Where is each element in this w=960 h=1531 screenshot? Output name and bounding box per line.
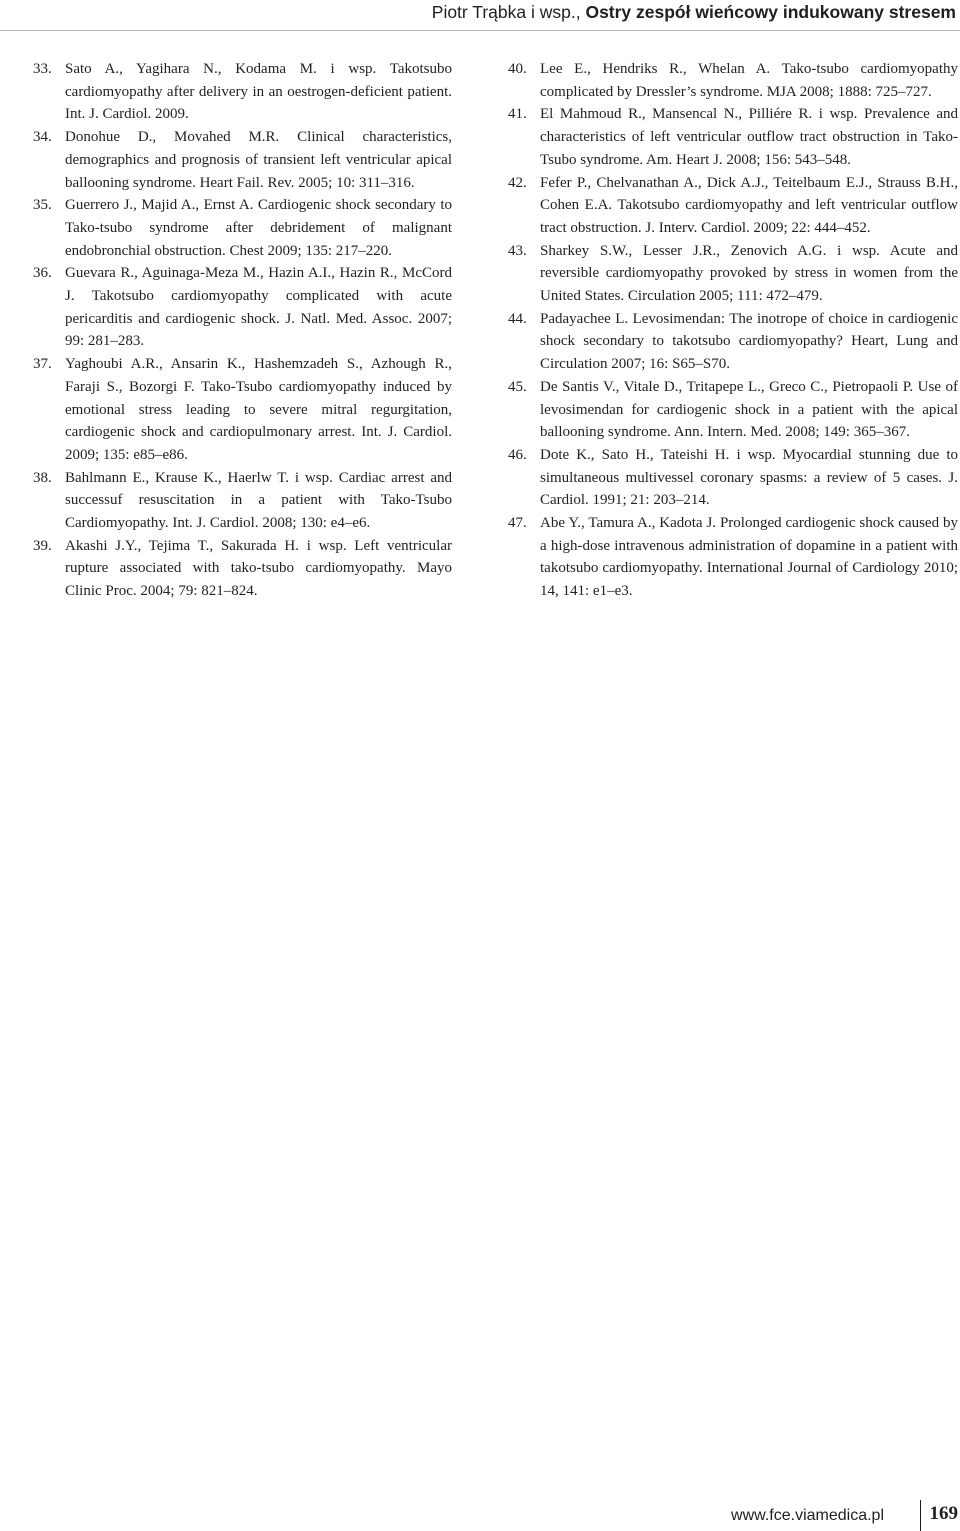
reference-item	[508, 376, 958, 444]
reference-text: Akashi J.Y., Tejima T., Sakurada H. i wsp. Left ventricular rupture associated with tako-tsubo cardiomyopathy. Mayo Clinic Proc. 2004; 79: 821–824.	[65, 537, 452, 600]
reference-item	[33, 467, 452, 535]
reference-text: Padayachee L. Levosimendan: The inotrope of choice in cardiogenic shock secondary to takotsubo cardiomyopathy? Heart, Lung and Circulation 2007; 16: S65–S70.	[540, 310, 958, 373]
reference-number: 41.	[508, 106, 527, 123]
reference-number: 34.	[33, 129, 52, 146]
reference-number: 42.	[508, 174, 527, 191]
reference-item	[33, 126, 452, 194]
reference-text: Sato A., Yagihara N., Kodama M. i wsp. Takotsubo cardiomyopathy after delivery in an oestrogen-deficient patient. Int. J. Cardiol. 2009.	[65, 61, 452, 123]
reference-text: Donohue D., Movahed M.R. Clinical characteristics, demographics and prognosis of transient left ventricular apical ballooning syndrome. Heart Fail. Rev. 2005; 10: 311–316.	[65, 129, 452, 191]
reference-number: 47.	[508, 515, 527, 532]
reference-text: Abe Y., Tamura A., Kadota J. Prolonged cardiogenic shock caused by a high-dose intravenous administration of dopamine in a patient with takotsubo cardiomyopathy. International Journal of Cardiology 2010; 14, 141: e1–e3.	[540, 515, 958, 600]
reference-number: 43.	[508, 242, 527, 259]
reference-number: 37.	[33, 356, 52, 373]
reference-item	[33, 262, 452, 353]
reference-item	[508, 172, 958, 240]
header-authors: Piotr Trąbka i wsp.,	[431, 2, 581, 22]
reference-text: De Santis V., Vitale D., Tritapepe L., Greco C., Pietropaoli P. Use of levosimendan for cardiogenic shock in a patient with the apical ballooning syndrome. Ann. Intern. Med. 2008; 149: 365–367.	[540, 378, 958, 441]
page-footer	[0, 1500, 960, 1531]
references-right-column	[508, 58, 958, 603]
reference-number: 36.	[33, 265, 52, 282]
footer-url: www.fce.viamedica.pl	[731, 1507, 884, 1524]
reference-item	[508, 308, 958, 376]
reference-text: Bahlmann E., Krause K., Haerlw T. i wsp. Cardiac arrest and successuf resuscitation in a patient with Tako-Tsubo Cardiomyopathy. Int. J. Cardiol. 2008; 130: e4–e6.	[65, 469, 452, 532]
reference-text: Guerrero J., Majid A., Ernst A. Cardiogenic shock secondary to Tako-tsubo syndrome after debridement of malignant endobronchial obstruction. Chest 2009; 135: 217–220.	[65, 197, 452, 259]
reference-number: 45.	[508, 378, 527, 395]
reference-number: 35.	[33, 197, 52, 214]
page-number: 169	[929, 1503, 958, 1524]
reference-number: 44.	[508, 310, 527, 327]
reference-item	[33, 535, 452, 603]
running-header	[0, 0, 960, 31]
references-left-column	[33, 58, 452, 603]
reference-item	[508, 512, 958, 603]
reference-text: Guevara R., Aguinaga-Meza M., Hazin A.I., Hazin R., McCord J. Takotsubo cardiomyopathy complicated with acute pericarditis and cardiogenic shock. J. Natl. Med. Assoc. 2007; 99: 281–283.	[65, 265, 452, 350]
reference-number: 33.	[33, 61, 52, 77]
reference-text: Sharkey S.W., Lesser J.R., Zenovich A.G. i wsp. Acute and reversible cardiomyopathy provoked by stress in women from the United States. Circulation 2005; 111: 472–479.	[540, 242, 958, 305]
reference-item	[33, 58, 452, 126]
reference-number: 46.	[508, 446, 527, 463]
reference-item	[33, 353, 452, 467]
reference-item	[508, 240, 958, 308]
reference-number: 40.	[508, 61, 527, 77]
reference-item	[508, 444, 958, 512]
reference-text: Lee E., Hendriks R., Whelan A. Tako-tsubo cardiomyopathy complicated by Dressler’s syndrome. MJA 2008; 1888: 725–727.	[540, 61, 958, 100]
reference-text: Dote K., Sato H., Tateishi H. i wsp. Myocardial stunning due to simultaneous multivessel coronary spasms: a review of 5 cases. J. Cardiol. 1991; 21: 203–214.	[540, 446, 958, 509]
reference-item	[33, 194, 452, 262]
running-header-text	[432, 2, 956, 23]
reference-number: 38.	[33, 469, 52, 486]
reference-item	[508, 103, 958, 171]
reference-text: El Mahmoud R., Mansencal N., Pilliére R. i wsp. Prevalence and characteristics of left ventricular outflow tract obstruction in Tako-Tsubo syndrome. Am. Heart J. 2008; 156: 543–548.	[540, 106, 958, 168]
reference-text: Fefer P., Chelvanathan A., Dick A.J., Teitelbaum E.J., Strauss B.H., Cohen E.A. Takotsubo cardiomyopathy and left ventricular outflow tract obstruction. J. Interv. Cardiol. 2009; 22: 444–452.	[540, 174, 958, 236]
footer-divider	[920, 1500, 921, 1531]
header-title: Ostry zespół wieńcowy indukowany stresem	[585, 2, 956, 22]
reference-text: Yaghoubi A.R., Ansarin K., Hashemzadeh S., Azhough R., Faraji S., Bozorgi F. Tako-Tsubo cardiomyopathy induced by emotional stress leading to severe mitral regurgitation, cardiogenic shock and cardiopulmonary arrest. Int. J. Cardiol. 2009; 135: e85–e86.	[65, 356, 452, 463]
reference-item	[508, 58, 958, 103]
reference-number: 39.	[33, 537, 52, 554]
